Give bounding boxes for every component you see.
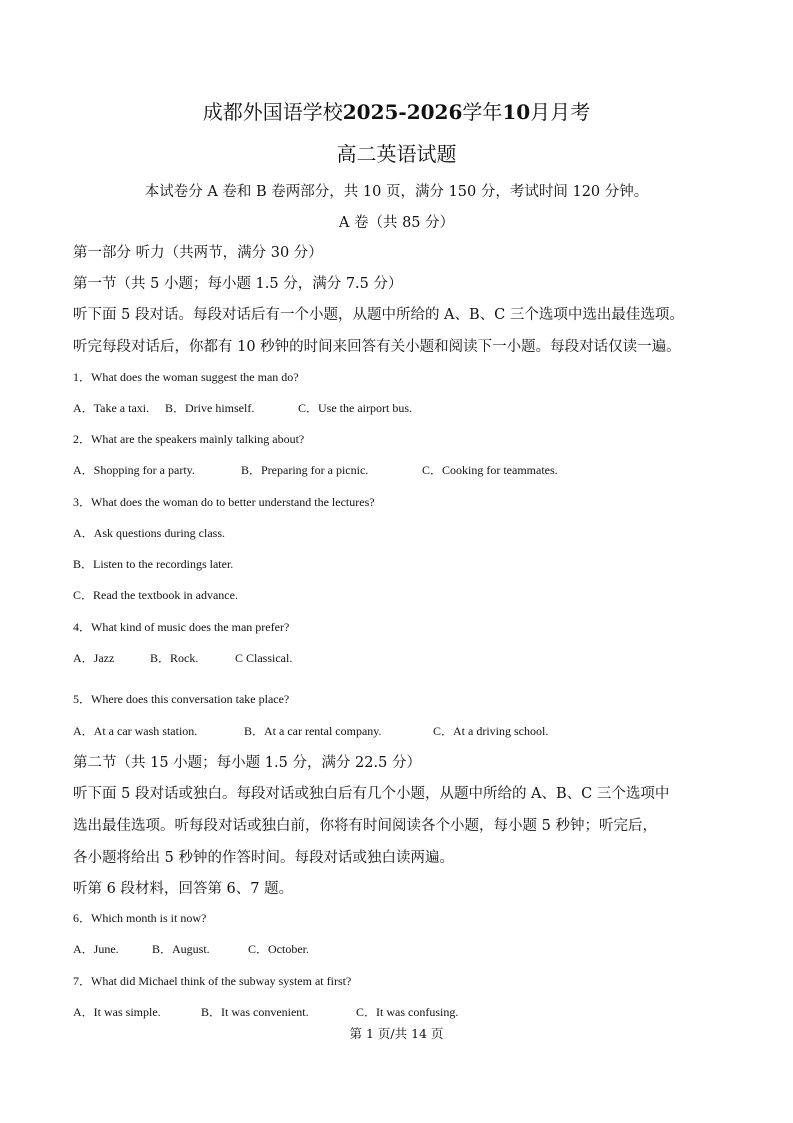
- question-1-stem: 1．What does the woman suggest the man do?: [73, 370, 299, 384]
- material-6-heading: 听第 6 段材料，回答第 6、7 题。: [73, 881, 294, 897]
- title-month: 10: [502, 100, 531, 124]
- question-3-stem: 3．What does the woman do to better understand the lectures?: [73, 495, 375, 509]
- q2-option-c: C．Cooking for teammates.: [422, 463, 558, 477]
- exam-intro: 本试卷分 A 卷和 B 卷两部分，共 10 页，满分 150 分，考试时间 120 分钟。: [144, 184, 649, 200]
- volume-a-title: A 卷（共 85 分）: [338, 215, 455, 231]
- section2-instruction-2: 选出最佳选项。听每段对话或独白前，你将有时间阅读各个小题，每小题 5 秒钟；听完后，: [73, 818, 657, 834]
- q6-option-a: A．June.: [73, 942, 119, 956]
- question-1-options: [73, 399, 412, 416]
- section2-instruction-1: 听下面 5 段对话或独白。每段对话或独白后有几个小题，从题中所给的 A、B、C 三个选项中: [73, 786, 670, 802]
- question-4-options: [73, 649, 292, 666]
- title-mid: 学年: [462, 100, 503, 124]
- q2-option-b: B．Preparing for a picnic.: [241, 463, 369, 477]
- q7-option-b: B．It was convenient.: [201, 1005, 309, 1019]
- q7-option-a: A．It was simple.: [73, 1005, 161, 1019]
- q5-option-b: B．At a car rental company.: [244, 724, 382, 738]
- question-5-options: [73, 722, 548, 739]
- q6-option-b: B．August.: [152, 942, 210, 956]
- q6-option-c: C．October.: [248, 942, 309, 956]
- q1-option-a: A．Take a taxi.: [73, 401, 150, 415]
- section2-instruction-3: 各小题将给出 5 秒钟的作答时间。每段对话或独白读两遍。: [73, 850, 454, 866]
- part1-heading: 第一部分 听力（共两节，满分 30 分）: [73, 245, 323, 261]
- question-6-options: [73, 940, 309, 957]
- page-number: 第 1 页/共 14 页: [349, 1026, 444, 1041]
- q1-option-c: C．Use the airport bus.: [298, 401, 412, 415]
- exam-title: [0, 96, 793, 125]
- section2-heading: 第二节（共 15 小题；每小题 1.5 分，满分 22.5 分）: [73, 755, 421, 771]
- section1-instruction-1: 听下面 5 段对话。每段对话后有一个小题，从题中所给的 A、B、C 三个选项中选出最佳选项。: [73, 307, 684, 323]
- q7-option-c: C．It was confusing.: [356, 1005, 459, 1019]
- question-5-stem: 5．Where does this conversation take place?: [73, 692, 290, 706]
- q3-option-a: A．Ask questions during class.: [73, 526, 225, 540]
- title-year: 2025-2026: [342, 100, 463, 124]
- q4-option-c: C Classical.: [235, 651, 293, 665]
- q3-option-c: C．Read the textbook in advance.: [73, 588, 238, 602]
- question-2-options: [73, 461, 558, 478]
- section1-heading: 第一节（共 5 小题；每小题 1.5 分，满分 7.5 分）: [73, 276, 403, 292]
- q2-option-a: A．Shopping for a party.: [73, 463, 195, 477]
- question-4-stem: 4．What kind of music does the man prefer?: [73, 620, 290, 634]
- q1-option-b: B．Drive himself.: [165, 401, 255, 415]
- question-6-stem: 6．Which month is it now?: [73, 911, 207, 925]
- question-7-options: [73, 1003, 458, 1020]
- title-school: 成都外国语学校: [202, 100, 343, 124]
- question-2-stem: 2．What are the speakers mainly talking about?: [73, 432, 305, 446]
- q5-option-c: C．At a driving school.: [433, 724, 549, 738]
- title-end: 月月考: [530, 100, 591, 124]
- exam-subtitle: 高二英语试题: [336, 142, 457, 166]
- q3-option-b: B．Listen to the recordings later.: [73, 557, 234, 571]
- q4-option-b: B．Rock.: [150, 651, 199, 665]
- section1-instruction-2: 听完每段对话后，你都有 10 秒钟的时间来回答有关小题和阅读下一小题。每段对话仅读一遍。: [73, 339, 681, 355]
- q5-option-a: A．At a car wash station.: [73, 724, 198, 738]
- question-7-stem: 7．What did Michael think of the subway system at first?: [73, 974, 352, 988]
- q4-option-a: A．Jazz: [73, 651, 115, 665]
